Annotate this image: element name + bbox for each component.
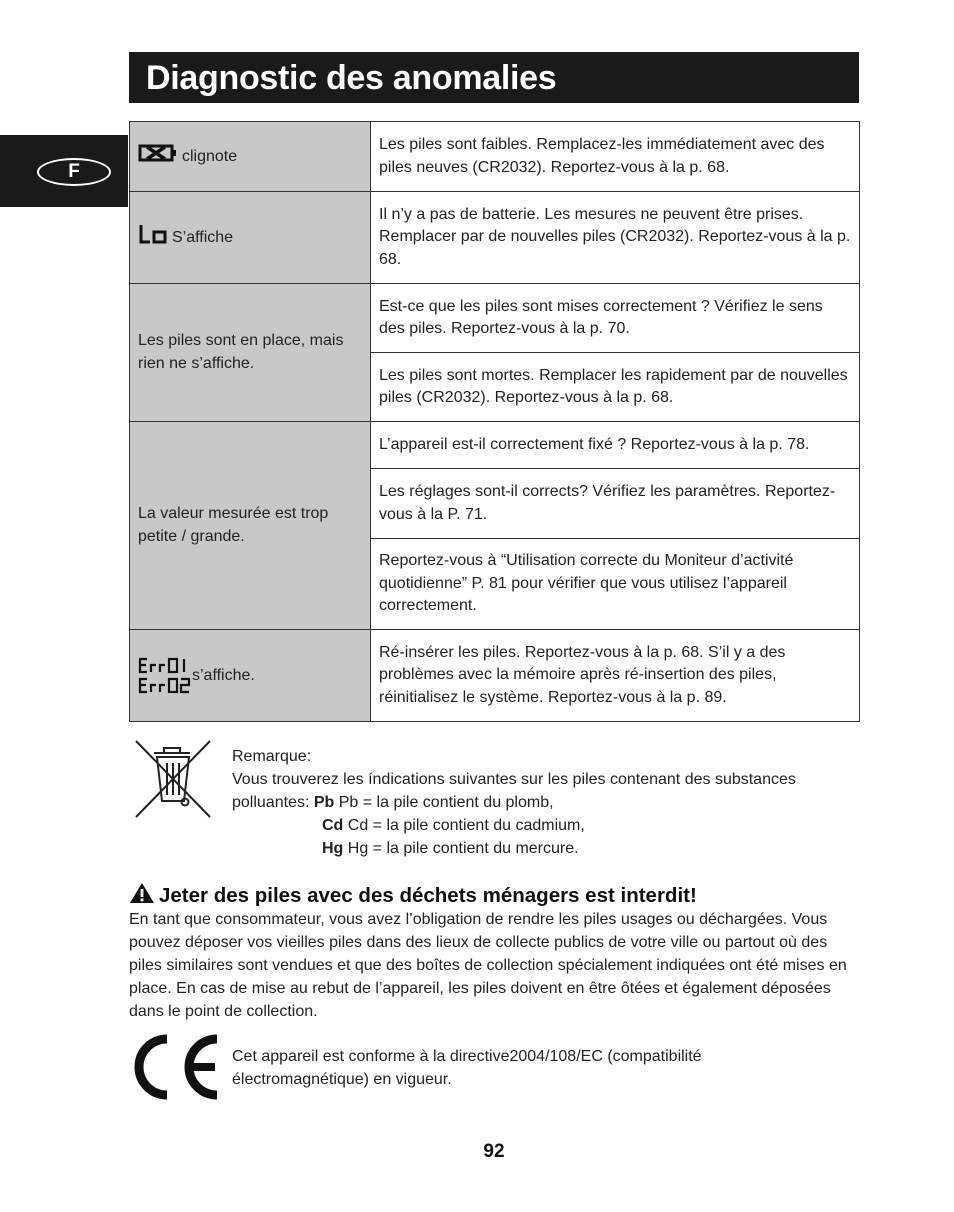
chemical-symbol: Cd [322,817,344,834]
condition-cell [130,630,371,722]
solution-cell: Les piles sont faibles. Remplacez-les immédiatement avec des piles neuves (CR2032). Reportez-vous à la p. 68. [371,122,860,192]
chemical-symbol: Hg [322,840,344,857]
crossed-bin-icon [134,739,212,824]
condition-text: S’affiche [172,228,234,246]
condition-cell: Les piles sont en place, mais rien ne s’affiche. [130,284,371,422]
page-title: Diagnostic des anomalies [146,59,557,97]
battery-blink-icon [138,143,178,171]
condition-text: clignote [182,147,238,165]
chemical-symbol: Pb [313,794,335,811]
chemical-text: Pb = la pile contient du plomb, [338,794,554,811]
troubleshooting-table [129,121,860,722]
warning-heading: Jeter des piles avec des déchets ménagers est interdit! [159,884,697,907]
solution-cell: Ré-insérer les piles. Reportez-vous à la p. 68. S’il y a des problèmes avec la mémoire après ré-insertion des piles, réinitialisez le système. Reportez-vous à la p. 89. [371,630,860,722]
table-row [130,122,860,192]
table-row [130,422,860,469]
condition-text: s’affiche. [192,666,255,684]
warning-body: En tant que consommateur, vous avez l’obligation de rendre les piles usages ou déchargées. Vous pouvez déposer vos vieilles piles dans des lieux de collecte publics de votre ville ou partout où des piles similaires sont vendues et que des boîtes de collection spécialement indiquées ont été mises en place. En cas de mise au rebut de l’appareil, les piles doivent en être ôtées et également déposées dans le point de collection. [129,911,847,1020]
condition-cell: La valeur mesurée est trop petite / grande. [130,422,371,630]
note-intro: Vous trouverez les índications suivantes sur les piles contenant des substances [232,771,796,788]
chemical-row [232,837,862,860]
solution-cell: Les piles sont mortes. Remplacer les rapidement par de nouvelles piles (CR2032). Reportez-vous à la p. 68. [371,353,860,422]
battery-note [232,745,862,860]
error-code-glyph [138,655,192,697]
solution-cell: Il n’y a pas de batterie. Les mesures ne peuvent être prises. Remplacer par de nouvelles piles (CR2032). Reportez-vous à la p. 68. [371,192,860,284]
solution-cell: Les réglages sont-il corrects? Vérifiez les paramètres. Reportez-vous à la P. 71. [371,469,860,539]
ce-mark-icon [127,1034,223,1105]
solution-cell: Est-ce que les piles sont mises correctement ? Vérifiez le sens des piles. Reportez-vous à la p. 70. [371,284,860,353]
lo-display-icon [138,223,168,253]
chemical-text: Cd = la pile contient du cadmium, [347,817,585,834]
page-number: 92 [483,1141,505,1162]
table-row [130,630,860,722]
title-bar [129,52,859,103]
chemical-row [232,791,862,814]
ce-statement: Cet appareil est conforme à la directive2004/108/EC (compatibilité électromagnétique) en vigueur. [232,1048,702,1088]
table-row [130,284,860,353]
table-row [130,192,860,284]
language-label: F [37,158,111,186]
lo-display-glyph [138,223,168,245]
solution-cell: L’appareil est-il correctement fixé ? Reportez-vous à la p. 78. [371,422,860,469]
note-prefix: polluantes: [232,794,310,811]
condition-cell [130,192,371,284]
chemical-row [232,814,862,837]
condition-cell [130,122,371,192]
note-heading: Remarque: [232,748,312,765]
error-code-icon [138,655,192,697]
warning-triangle-icon [129,881,155,905]
chemical-text: Hg = la pile contient du mercure. [347,840,579,857]
language-tab [0,135,128,207]
solution-cell: Reportez-vous à “Utilisation correcte du Moniteur d’activité quotidienne” P. 81 pour vérifier que vous utilisez l’appareil correctement. [371,539,860,630]
warning-heading-row [129,881,869,908]
